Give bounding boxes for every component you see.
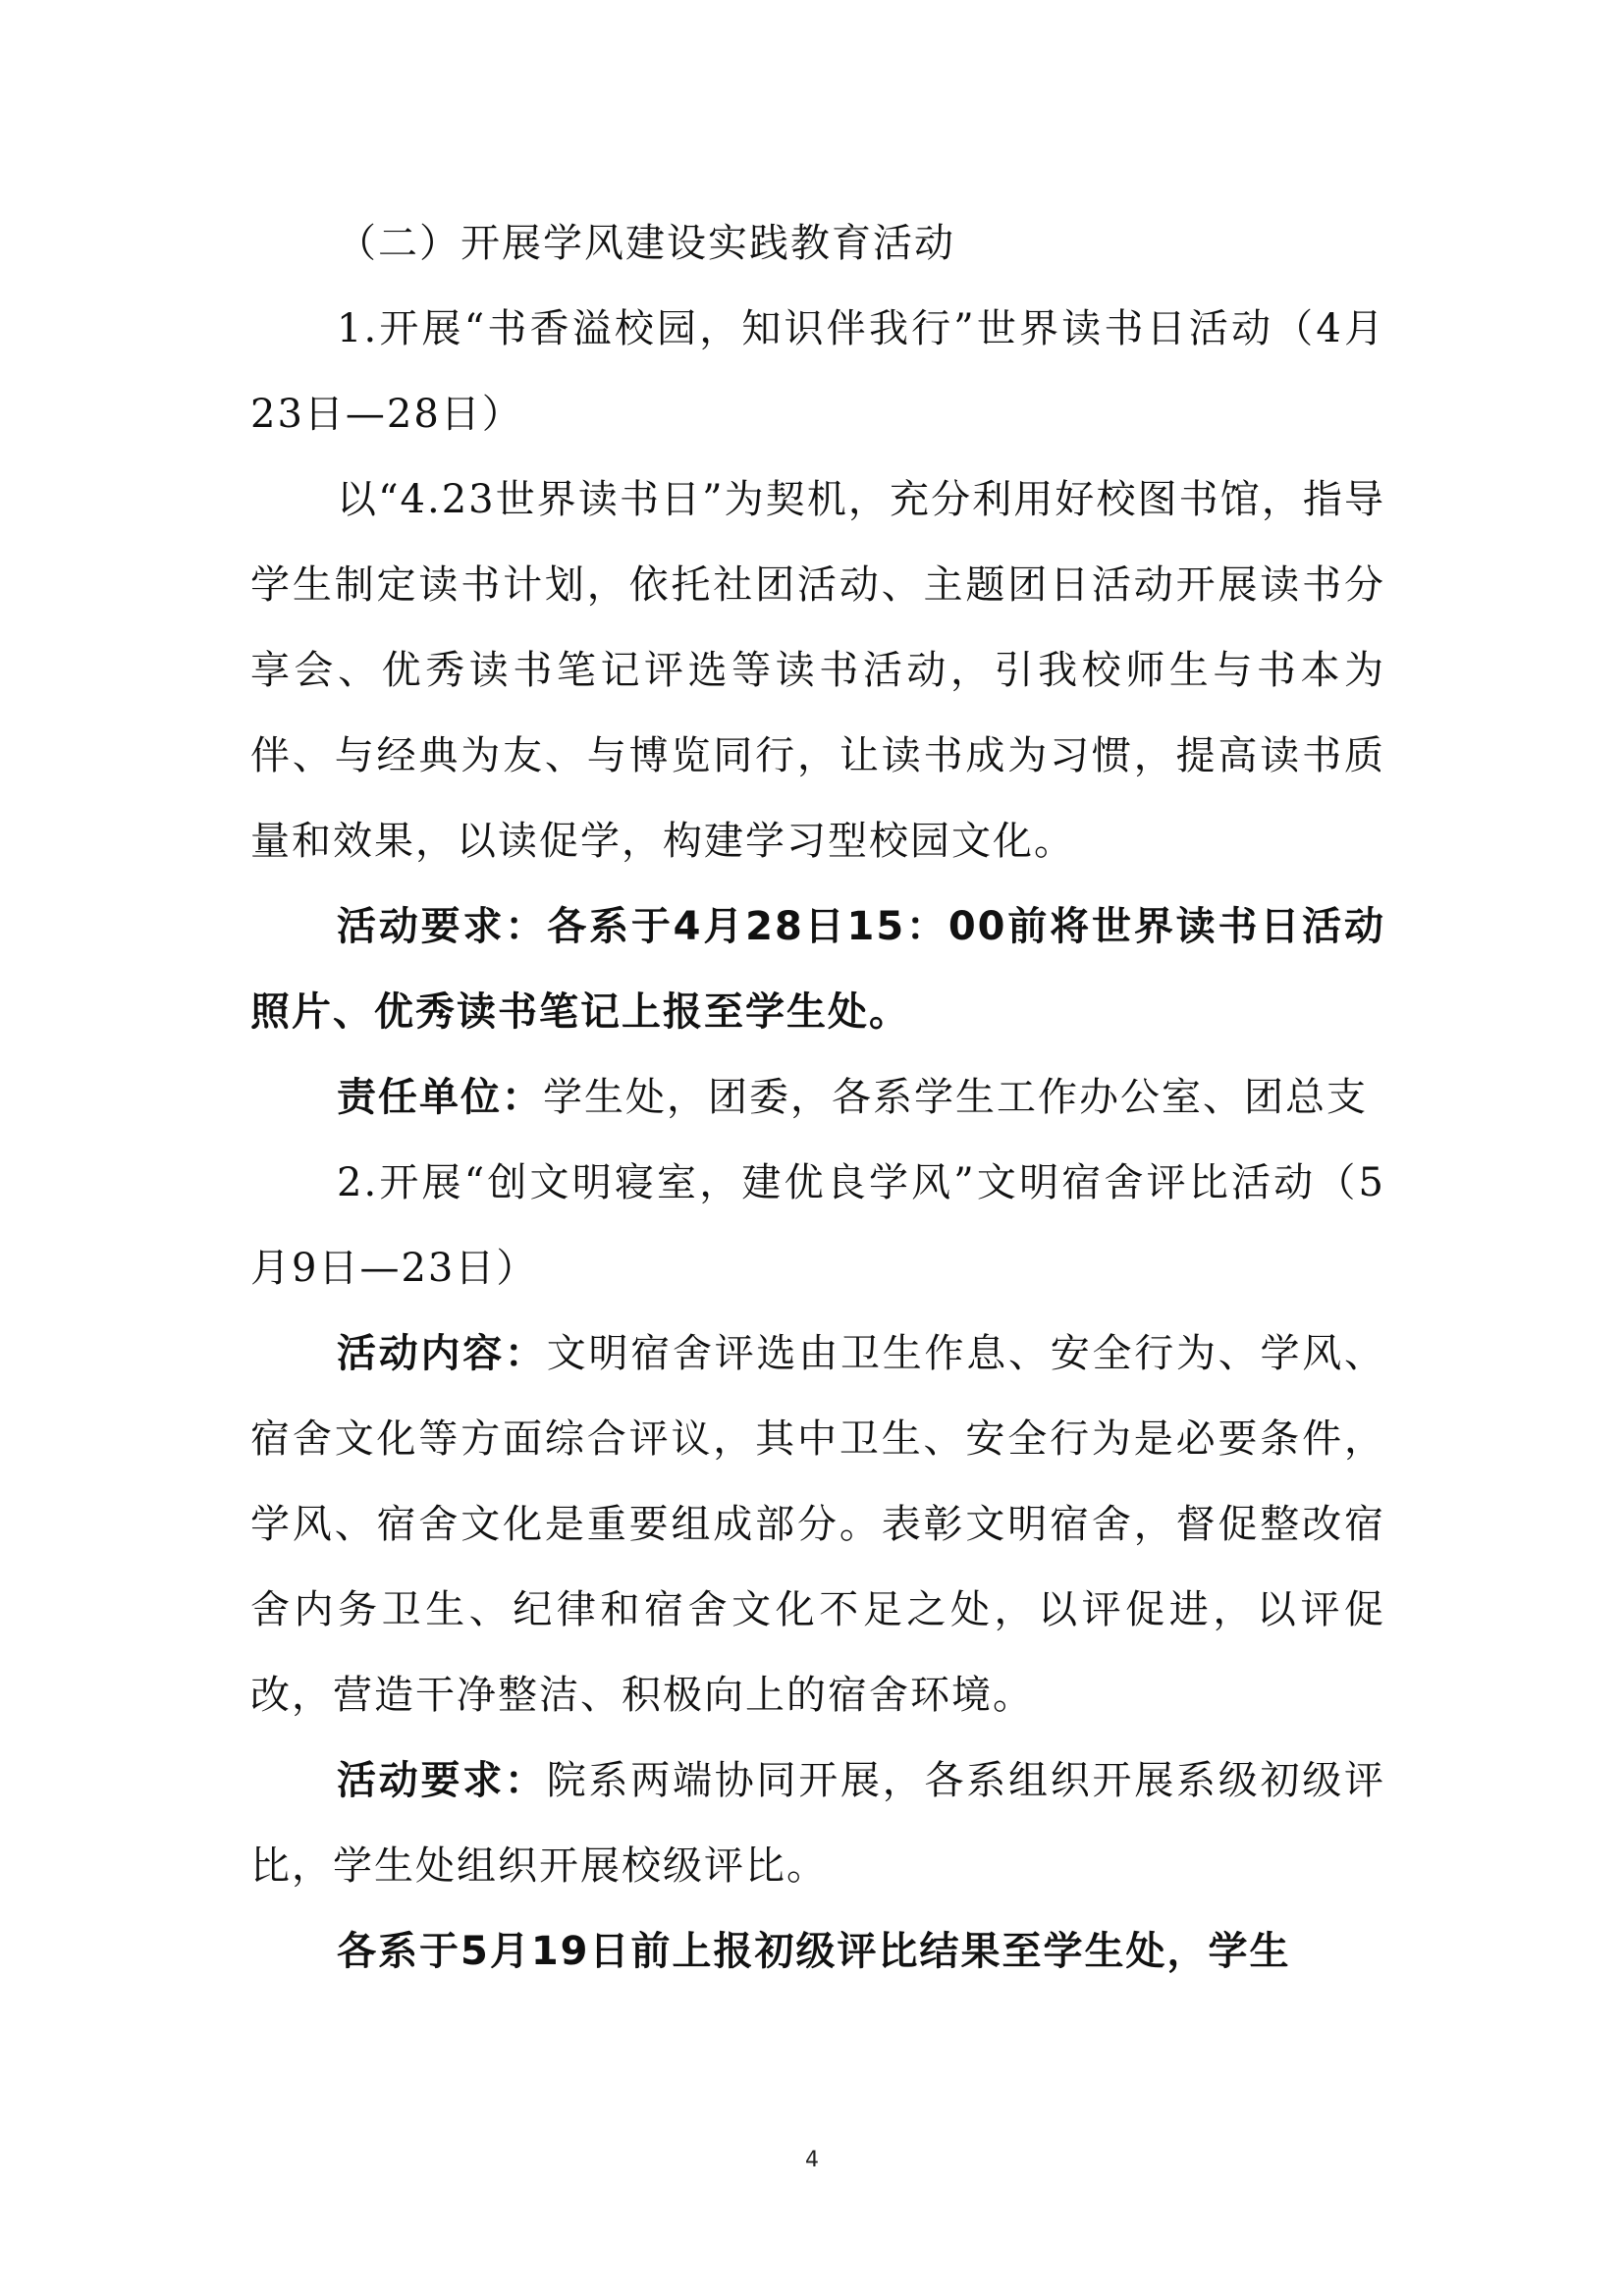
document-body — [250, 201, 1385, 1995]
page-number: 4 — [805, 2148, 819, 2172]
item2-content-text: 文明宿舍评选由卫生作息、安全行为、学风、宿舍文化等方面综合评议，其中卫生、安全行为是必要条件，学风、宿舍文化是重要组成部分。表彰文明宿舍，督促整改宿舍内务卫生、纪律和宿舍文化不足之处，以评促进，以评促改，营造干净整洁、积极向上的宿舍环境。 — [250, 1331, 1385, 1718]
item1-responsible-label: 责任单位： — [337, 1075, 543, 1120]
item1-responsible — [250, 1055, 1385, 1141]
item1-title: 1.开展“书香溢校园，知识伴我行”世界读书日活动（4月23日—28日） — [250, 306, 1385, 437]
item2-requirement — [250, 1738, 1385, 1909]
item2-content — [250, 1311, 1385, 1738]
item2-submission: 各系于5月19日前上报初级评比结果至学生处，学生 — [337, 1929, 1291, 1974]
item1-requirement: 活动要求：各系于4月28日15：00前将世界读书日活动照片、优秀读书笔记上报至学生处。 — [250, 904, 1385, 1035]
section-heading: （二）开展学风建设实践教育活动 — [337, 221, 955, 266]
item2-content-label: 活动内容： — [337, 1331, 547, 1376]
item2-requirement-label: 活动要求： — [337, 1758, 547, 1803]
item2-requirement-text: 院系两端协同开展，各系组织开展系级初级评比，学生处组织开展校级评比。 — [250, 1758, 1385, 1889]
item1-body: 以“4.23世界读书日”为契机，充分利用好校图书馆，指导学生制定读书计划，依托社团活动、主题团日活动开展读书分享会、优秀读书笔记评选等读书活动，引我校师生与书本为伴、与经典为友、与博览同行，让读书成为习惯，提高读书质量和效果，以读促学，构建学习型校园文化。 — [250, 477, 1385, 864]
item2-title: 2.开展“创文明寝室，建优良学风”文明宿舍评比活动（5月9日—23日） — [250, 1160, 1385, 1291]
item1-responsible-text: 学生处，团委，各系学生工作办公室、团总支 — [543, 1075, 1368, 1120]
